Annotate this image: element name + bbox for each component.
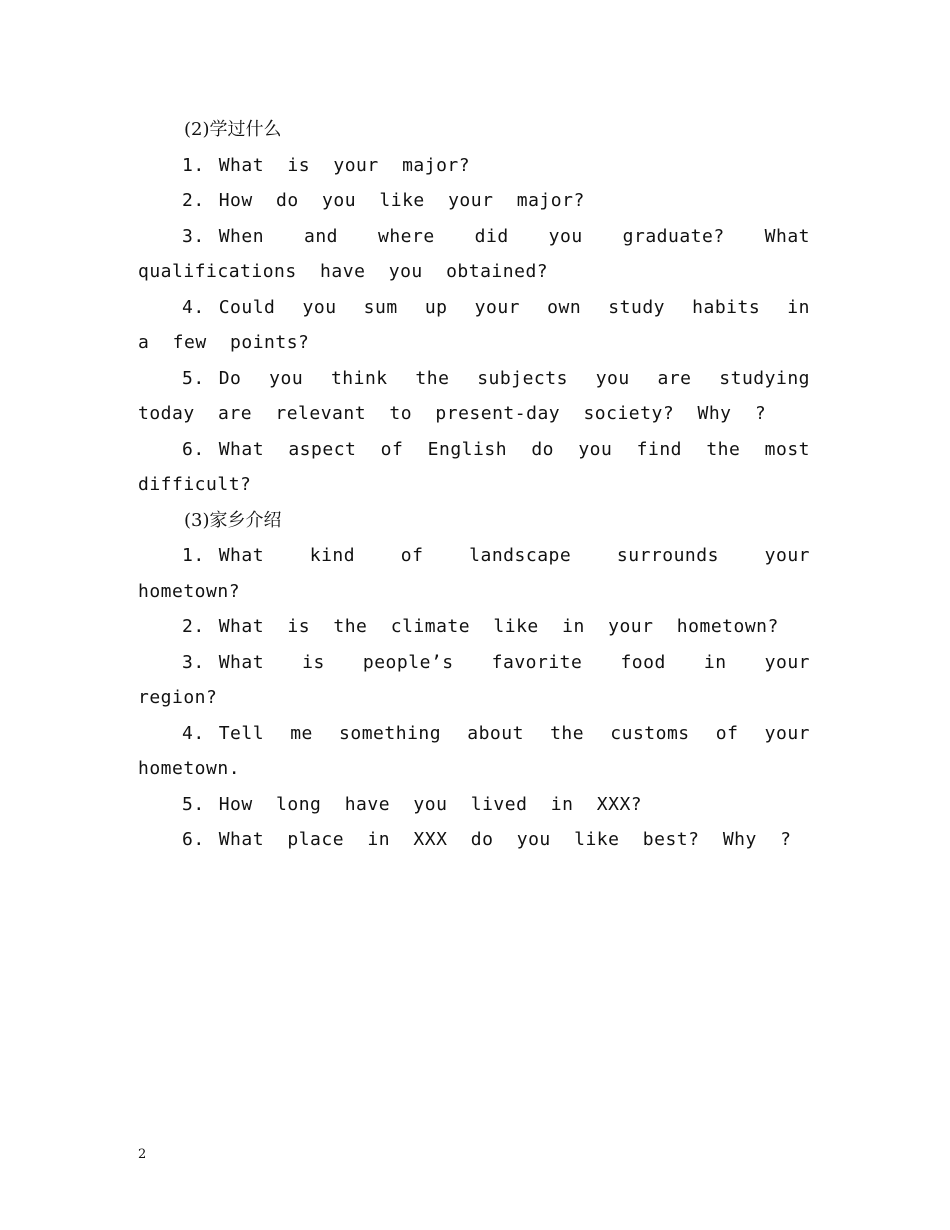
- question-text: What aspect of English do you find the most difficult?: [138, 438, 810, 495]
- question-text: What is people’s favorite food in your region?: [138, 651, 810, 708]
- question-item: [138, 609, 810, 645]
- question-number: 3.: [182, 651, 205, 673]
- question-text: How do you like your major?: [218, 190, 585, 211]
- question-text: Could you sum up your own study habits in a few points?: [138, 296, 810, 353]
- question-item: [138, 432, 810, 503]
- question-text: Tell me something about the customs of your hometown.: [138, 722, 810, 779]
- question-number: 5.: [182, 367, 205, 389]
- question-item: [138, 787, 810, 823]
- section-heading-studies: (2)学过什么: [184, 119, 282, 140]
- question-item: [138, 290, 810, 361]
- question-text: How long have you lived in XXX?: [218, 793, 643, 815]
- section-heading-hometown: (3)家乡介绍: [184, 509, 282, 531]
- question-text: What place in XXX do you like best? Why ?: [218, 829, 792, 850]
- question-number: 1.: [182, 154, 205, 176]
- question-text: Do you think the subjects you are studying today are relevant to present-day society? Why ?: [138, 367, 810, 424]
- question-number: 2.: [182, 616, 205, 637]
- question-item: [138, 219, 810, 290]
- question-item: [138, 538, 810, 609]
- question-text: What kind of landscape surrounds your hometown?: [138, 545, 810, 602]
- question-item: [138, 183, 810, 219]
- question-number: 3.: [182, 225, 205, 247]
- question-number: 2.: [182, 190, 205, 211]
- document-body: [138, 112, 810, 858]
- question-item: [138, 148, 810, 184]
- question-number: 4.: [182, 722, 205, 744]
- question-number: 4.: [182, 296, 205, 318]
- question-number: 5.: [182, 793, 205, 815]
- question-number: 1.: [182, 545, 205, 566]
- question-number: 6.: [182, 829, 205, 850]
- question-text: When and where did you graduate? What qualifications have you obtained?: [138, 225, 810, 282]
- question-item: [138, 822, 810, 858]
- question-text: What is your major?: [218, 154, 471, 176]
- question-item: [138, 716, 810, 787]
- page-number: 2: [138, 1147, 147, 1162]
- question-number: 6.: [182, 438, 205, 460]
- question-item: [138, 645, 810, 716]
- question-text: What is the climate like in your hometown?: [218, 616, 779, 637]
- question-item: [138, 361, 810, 432]
